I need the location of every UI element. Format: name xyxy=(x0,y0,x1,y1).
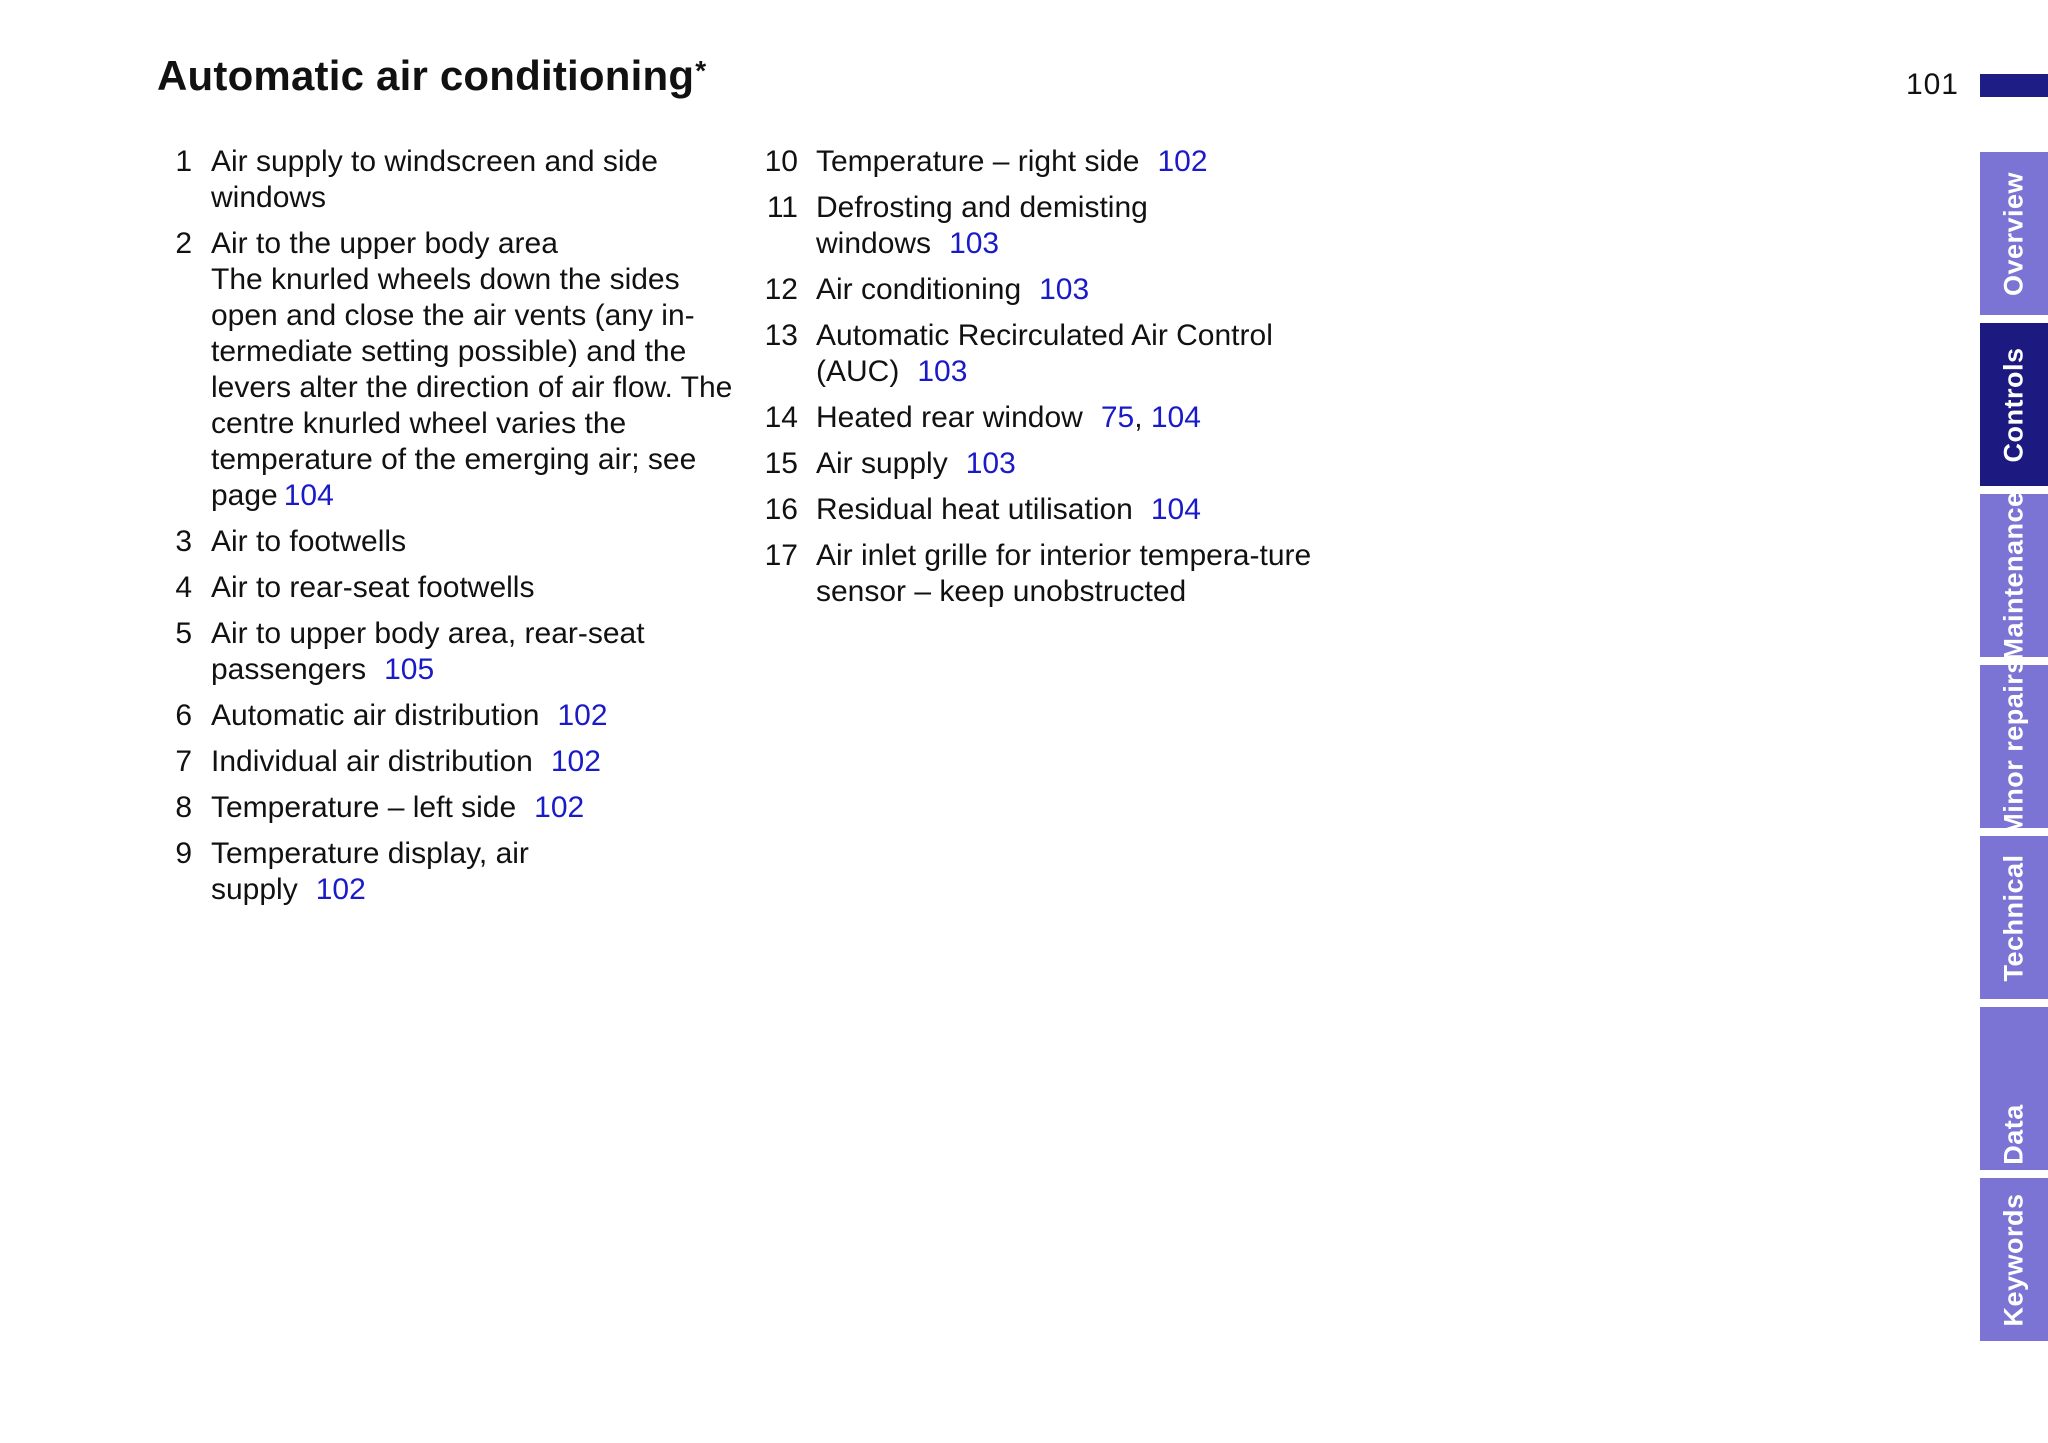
tab-label: Keywords xyxy=(1998,1192,2029,1327)
item-number: 9 xyxy=(175,837,192,870)
item-number: 15 xyxy=(764,447,798,480)
item-text: Temperature – left side xyxy=(211,791,517,824)
item-number: 3 xyxy=(175,525,192,558)
item-text: Air conditioning xyxy=(816,273,1022,306)
list-item xyxy=(172,226,752,514)
item-number: 2 xyxy=(175,227,192,260)
page-ref-link[interactable]: 103 xyxy=(965,447,1016,480)
page-ref-link[interactable]: 104 xyxy=(1150,493,1201,526)
tab-technical[interactable] xyxy=(1980,836,2048,999)
page-title xyxy=(157,52,706,100)
item-text: Air to upper body area, rear-seat passengers xyxy=(211,617,645,686)
legend-column-left xyxy=(172,144,752,918)
item-number: 8 xyxy=(175,791,192,824)
list-item xyxy=(172,698,752,734)
item-number: 10 xyxy=(764,145,798,178)
item-detail: The knurled wheels down the sides open and close the air vents (any in-termediate setting possible) and the levers alter the direction of air flow. The centre knurled wheel varies the temperature of the emerging air; see page xyxy=(211,263,733,512)
item-text: Air inlet grille for interior tempera-ture sensor – keep unobstructed xyxy=(816,539,1312,608)
list-item xyxy=(760,318,1360,390)
list-item xyxy=(760,400,1360,436)
page-ref-link[interactable]: 102 xyxy=(557,699,608,732)
item-text: Air to footwells xyxy=(211,525,407,558)
item-number: 13 xyxy=(764,319,798,352)
item-number: 5 xyxy=(175,617,192,650)
list-item xyxy=(760,538,1360,610)
list-item xyxy=(760,190,1360,262)
list-item xyxy=(172,524,752,560)
page-ref-link[interactable]: 104 xyxy=(1150,401,1201,434)
page-ref-link[interactable]: 102 xyxy=(1157,145,1208,178)
item-text: Temperature – right side xyxy=(816,145,1140,178)
page-number: 101 xyxy=(1905,68,1959,101)
list-item xyxy=(760,492,1360,528)
page-ref-link[interactable]: 104 xyxy=(283,479,334,512)
section-tabs xyxy=(1980,152,2048,1349)
item-number: 17 xyxy=(764,539,798,572)
page-marker-bar xyxy=(1980,74,2048,97)
tab-label: Data xyxy=(1998,1104,2029,1165)
tab-overview[interactable] xyxy=(1980,152,2048,315)
item-text: Temperature display, air supply xyxy=(211,837,529,906)
page-title-text: Automatic air conditioning xyxy=(157,52,695,99)
item-text: Residual heat utilisation xyxy=(816,493,1133,526)
list-item xyxy=(760,272,1360,308)
tab-keywords[interactable] xyxy=(1980,1178,2048,1341)
list-item xyxy=(172,744,752,780)
page-ref-link[interactable]: 103 xyxy=(917,355,968,388)
tab-label: Technical xyxy=(1998,853,2029,982)
item-number: 4 xyxy=(175,571,192,604)
tab-minor-repairs[interactable] xyxy=(1980,657,2048,836)
list-item xyxy=(760,144,1360,180)
item-number: 12 xyxy=(764,273,798,306)
page-ref-link[interactable]: 102 xyxy=(534,791,585,824)
ref-separator: , xyxy=(1134,401,1151,434)
item-text: Air to rear-seat footwells xyxy=(211,571,535,604)
item-number: 1 xyxy=(175,145,192,178)
item-text: Air to the upper body area xyxy=(211,227,558,260)
list-item xyxy=(172,144,752,216)
page-ref-link[interactable]: 103 xyxy=(1039,273,1090,306)
list-item xyxy=(760,446,1360,482)
tab-label: Overview xyxy=(1998,171,2029,296)
list-item xyxy=(172,616,752,688)
item-text: Automatic air distribution xyxy=(211,699,540,732)
item-number: 7 xyxy=(175,745,192,778)
item-text: Individual air distribution xyxy=(211,745,533,778)
tab-maintenance[interactable] xyxy=(1980,490,2048,661)
tab-label: Controls xyxy=(1998,347,2029,462)
item-number: 14 xyxy=(764,401,798,434)
item-number: 11 xyxy=(766,191,798,224)
tab-label: Maintenance xyxy=(1998,490,2029,661)
list-item xyxy=(172,790,752,826)
tab-data[interactable] xyxy=(1980,1007,2048,1170)
page-ref-link[interactable]: 105 xyxy=(384,653,435,686)
legend-column-right xyxy=(760,144,1360,620)
list-item xyxy=(172,570,752,606)
item-text: Automatic Recirculated Air Control (AUC) xyxy=(816,319,1273,388)
title-asterisk: * xyxy=(695,55,707,86)
item-text: Heated rear window xyxy=(816,401,1083,434)
list-item xyxy=(172,836,752,908)
item-text: Air supply to windscreen and side windows xyxy=(211,145,658,214)
item-number: 6 xyxy=(175,699,192,732)
item-number: 16 xyxy=(764,493,798,526)
item-text: Defrosting and demisting windows xyxy=(816,191,1148,260)
page-ref-link[interactable]: 103 xyxy=(949,227,1000,260)
tab-label: Minor repairs xyxy=(1998,657,2029,836)
page-ref-link[interactable]: 102 xyxy=(315,873,366,906)
page-ref-link[interactable]: 75 xyxy=(1100,401,1135,434)
page-ref-link[interactable]: 102 xyxy=(550,745,601,778)
item-text: Air supply xyxy=(816,447,948,480)
tab-controls[interactable] xyxy=(1980,323,2048,486)
